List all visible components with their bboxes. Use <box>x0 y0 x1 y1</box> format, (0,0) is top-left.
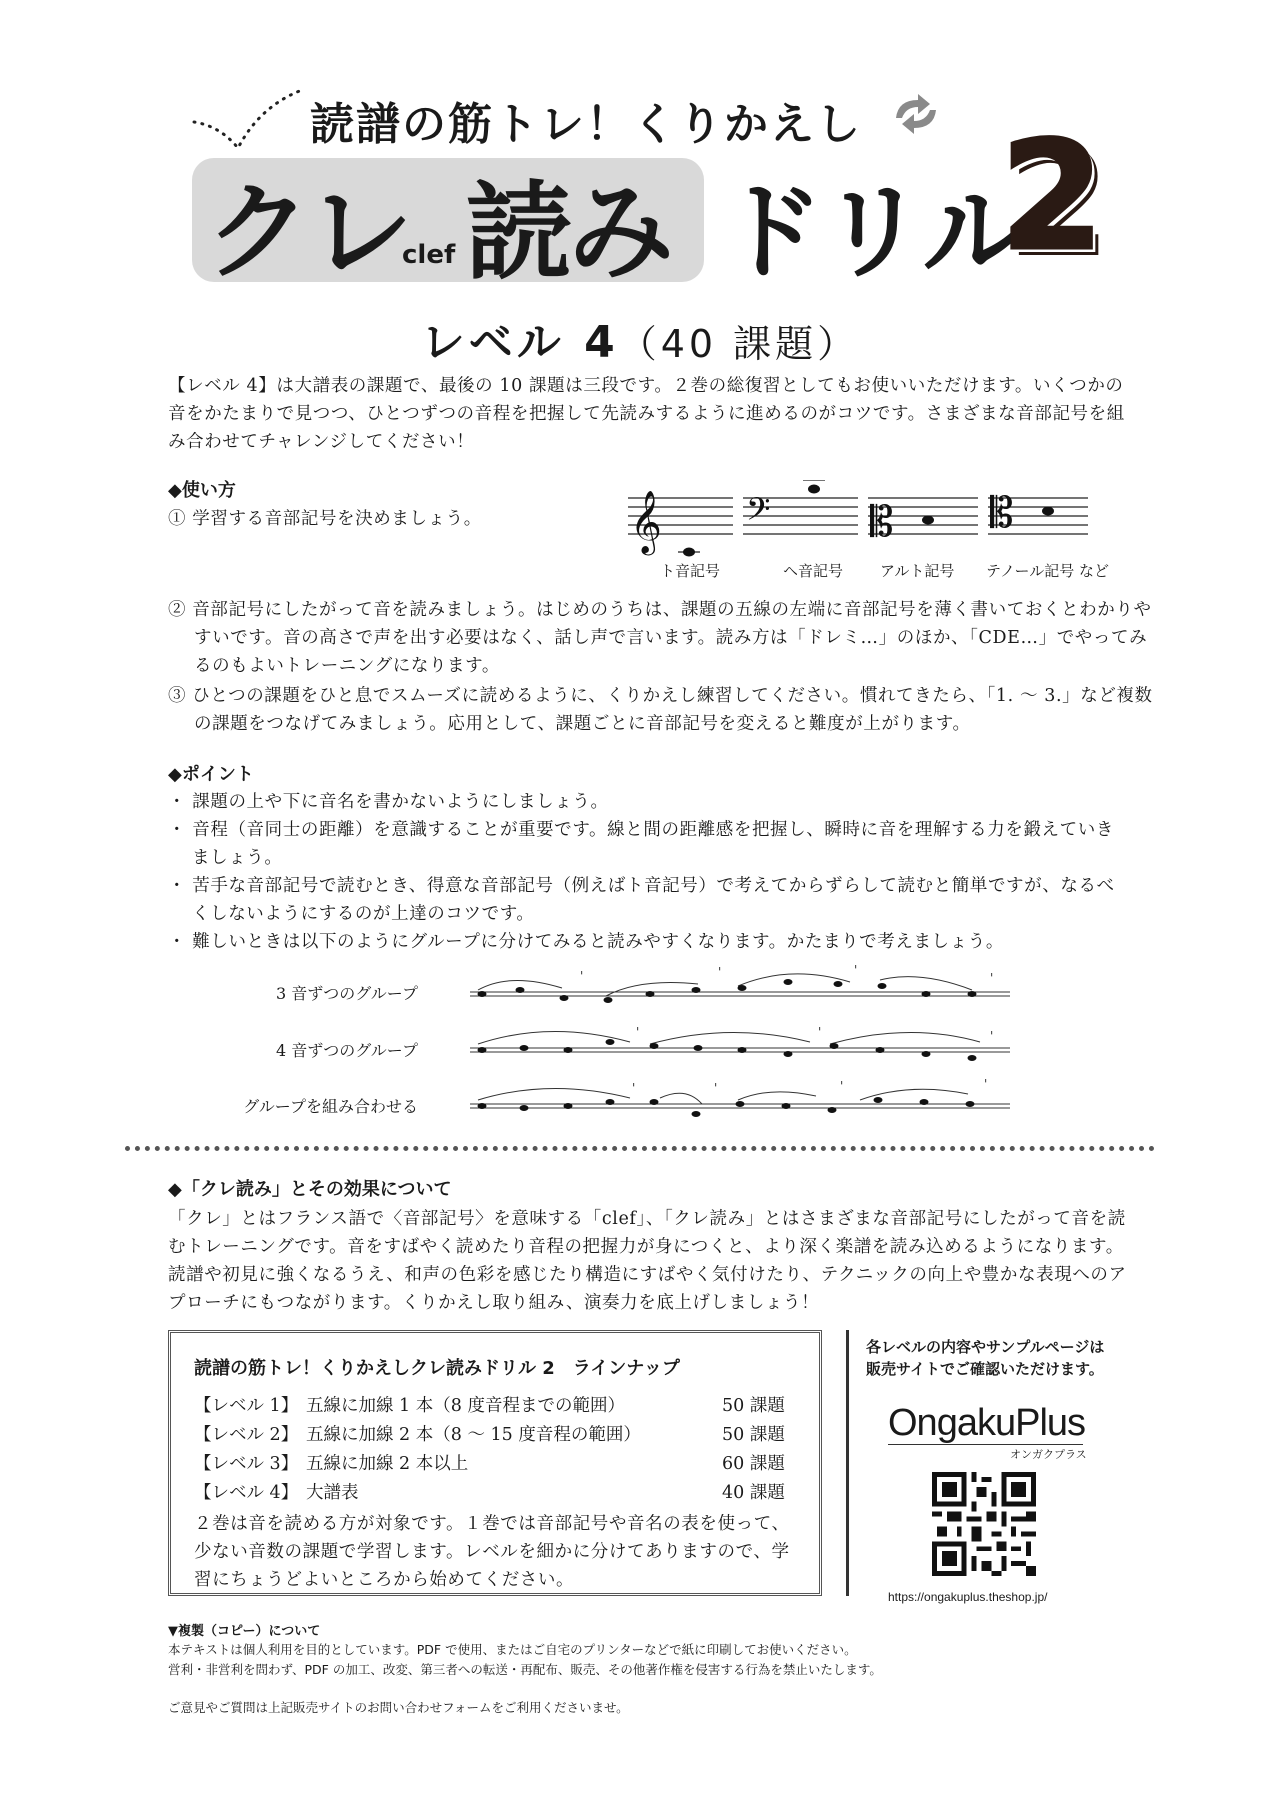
lineup-note: ２巻は音を読める方が対象です。１巻では音部記号や音名の表を使って、少ない音数の課題で学習します。レベルを細かに分けてありますので、学習にちょうどよいところから始めてください。 <box>194 1514 790 1590</box>
level-title-main: レベル 4 <box>420 317 619 368</box>
shop-url[interactable]: https://ongakuplus.theshop.jp/ <box>888 1590 1048 1604</box>
treble-clef-icon: 𝄞 <box>630 490 662 553</box>
points-heading: ◆ポイント <box>168 764 254 785</box>
point-item: ・ 難しいときは以下のようにグループに分けてみると読みやすくなります。かたまりで考えましょう。 <box>168 932 1004 952</box>
group-label-3: 3 音ずつのグループ <box>276 984 418 1003</box>
title-drill: ドリル <box>718 171 1024 294</box>
group-label-combo: グループを組み合わせる <box>243 1097 418 1116</box>
lineup-count: 60 課題 <box>722 1454 785 1474</box>
qr-code-icon <box>932 1472 1036 1576</box>
effect-body: 「クレ」とはフランス語で〈音部記号〉を意味する「clef」、「クレ読み」とはさまざまな音部記号にしたがって音を読むトレーニングです。音をすばやく読めたり音程の把握力が身につくと、より深く楽譜を読み込めるようになります。読譜や初見に強くなるうえ、和声の色彩を感じたり構造にすばやく気付けたり、テクニックの向上や豊かな表現へのアプローチにもつながります。くりかえし取り組み、演奏力を底上げしましょう！ <box>168 1209 1127 1313</box>
svg-text:': ' <box>632 1081 636 1095</box>
level-title <box>0 306 1280 370</box>
section-divider <box>125 1146 1155 1151</box>
svg-text:': ' <box>984 1077 988 1091</box>
title-top: 読譜の筋トレ！くりかえし <box>310 99 862 150</box>
note-bass <box>808 485 820 494</box>
usage-step1: ① 学習する音部記号を決めましょう。 <box>168 509 482 529</box>
level-title-sub: （40 課題） <box>618 322 860 366</box>
title-clef: clef <box>402 240 456 270</box>
svg-text:': ' <box>718 965 722 979</box>
svg-text:': ' <box>840 1079 844 1093</box>
lineup-count: 40 課題 <box>722 1483 785 1503</box>
lineup-level: 【レベル 4】 <box>194 1483 299 1503</box>
lineup-count: 50 課題 <box>722 1425 785 1445</box>
lineup-desc: 五線に加線 2 本以上 <box>306 1454 469 1474</box>
group-label-4: 4 音ずつのグループ <box>276 1041 418 1060</box>
svg-text:': ' <box>990 971 994 985</box>
points-list <box>168 788 1130 956</box>
svg-text:': ' <box>818 1025 822 1039</box>
lineup-desc: 五線に加線 1 本（8 度音程までの範囲） <box>306 1396 625 1416</box>
point-item: ・ 課題の上や下に音名を書かないようにしましょう。 <box>168 792 609 812</box>
side-text: 各レベルの内容やサンプルページは販売サイトでご確認いただけます。 <box>866 1338 1105 1378</box>
lineup-level: 【レベル 3】 <box>194 1454 299 1474</box>
clef-label-tenor: テノール記号 など <box>986 562 1109 580</box>
lineup-title: 読譜の筋トレ！くりかえしクレ読みドリル 2 ラインナップ <box>194 1358 680 1379</box>
bass-clef-icon: 𝄢 <box>746 491 771 535</box>
grouping-examples <box>470 960 1030 1120</box>
side-divider <box>846 1330 849 1596</box>
svg-text:': ' <box>714 1081 718 1095</box>
svg-text:': ' <box>636 1025 640 1039</box>
logo-underline <box>888 1444 1083 1445</box>
note-tenor <box>1042 507 1054 516</box>
usage-step3: ③ ひとつの課題をひと息でスムーズに読めるように、くりかえし練習してください。慣れてきたら、「1. ～ 3.」など複数の課題をつなげてみましょう。応用として、課題ごとに音部記号を変えると難度が上がります。 <box>168 686 1153 734</box>
clef-label-bass: ヘ音記号 <box>783 562 844 580</box>
effect-heading: ◆「クレ読み」とその効果について <box>168 1179 452 1200</box>
lineup-desc: 大譜表 <box>306 1483 359 1503</box>
tenor-clef-icon: 𝄡 <box>990 488 1014 537</box>
clef-label-alto: アルト記号 <box>880 562 955 580</box>
note-alto <box>922 516 934 525</box>
lineup-level: 【レベル 1】 <box>194 1396 299 1416</box>
repeat-arrows-icon <box>888 92 944 136</box>
title-number: 2 <box>1000 110 1105 284</box>
usage-heading: ◆使い方 <box>168 480 236 501</box>
point-item: ・ 苦手な音部記号で読むとき、得意な音部記号（例えばト音記号）で考えてからずらして読むと簡単ですが、なるべくしないようにするのが上達のコツです。 <box>168 876 1115 924</box>
logo-kana: オンガクプラス <box>1010 1448 1087 1461</box>
intro-paragraph: 【レベル 4】は大譜表の課題で、最後の 10 課題は三段です。２巻の総復習としてもお使いいただけます。いくつかの音をかたまりで見つつ、ひとつずつの音程を把握して先読みするように進めるのがコツです。さまざまな音部記号を組み合わせてチャレンジしてください！ <box>168 376 1125 452</box>
dotted-arrow-decoration <box>190 86 310 156</box>
ongakuplus-logo: OngakuPlus <box>888 1402 1086 1444</box>
lineup-count: 50 課題 <box>722 1396 785 1416</box>
copy-heading: ▼複製（コピー）について <box>168 1624 321 1639</box>
copy-line1: 本テキストは個人利用を目的としています。PDF で使用、またはご自宅のプリンターなどで紙に印刷してお使いください。 <box>168 1642 857 1657</box>
lineup-level: 【レベル 2】 <box>194 1425 299 1445</box>
svg-text:': ' <box>990 1029 994 1043</box>
contact-note: ご意見やご質問は上記販売サイトのお問い合わせフォームをご利用くださいませ。 <box>168 1700 629 1715</box>
point-item: ・ 音程（音同士の距離）を意識することが重要です。線と間の距離感を把握し、瞬時に音を理解する力を鍛えていきましょう。 <box>168 820 1114 868</box>
clef-label-treble: ト音記号 <box>660 562 721 580</box>
title-yomi: 読み <box>466 171 670 294</box>
title-kure: クレ <box>205 171 409 294</box>
note-treble <box>683 548 695 557</box>
lineup-desc: 五線に加線 2 本（8 ～ 15 度音程の範囲） <box>306 1425 641 1445</box>
alto-clef-icon: 𝄡 <box>870 497 894 546</box>
svg-text:': ' <box>854 963 858 977</box>
svg-text:': ' <box>580 969 584 983</box>
usage-step2: ② 音部記号にしたがって音を読みましょう。はじめのうちは、課題の五線の左端に音部記号を薄く書いておくとわかりやすいです。音の高さで声を出す必要はなく、話し声で言います。読み方は「ドレミ…」のほか、「CDE…」でやってみるのもよいトレーニングになります。 <box>168 600 1152 676</box>
copy-line2: 営利・非営利を問わず、PDF の加工、改変、第三者への転送・再配布、販売、その他著作権を侵害する行為を禁止いたします。 <box>168 1662 882 1677</box>
